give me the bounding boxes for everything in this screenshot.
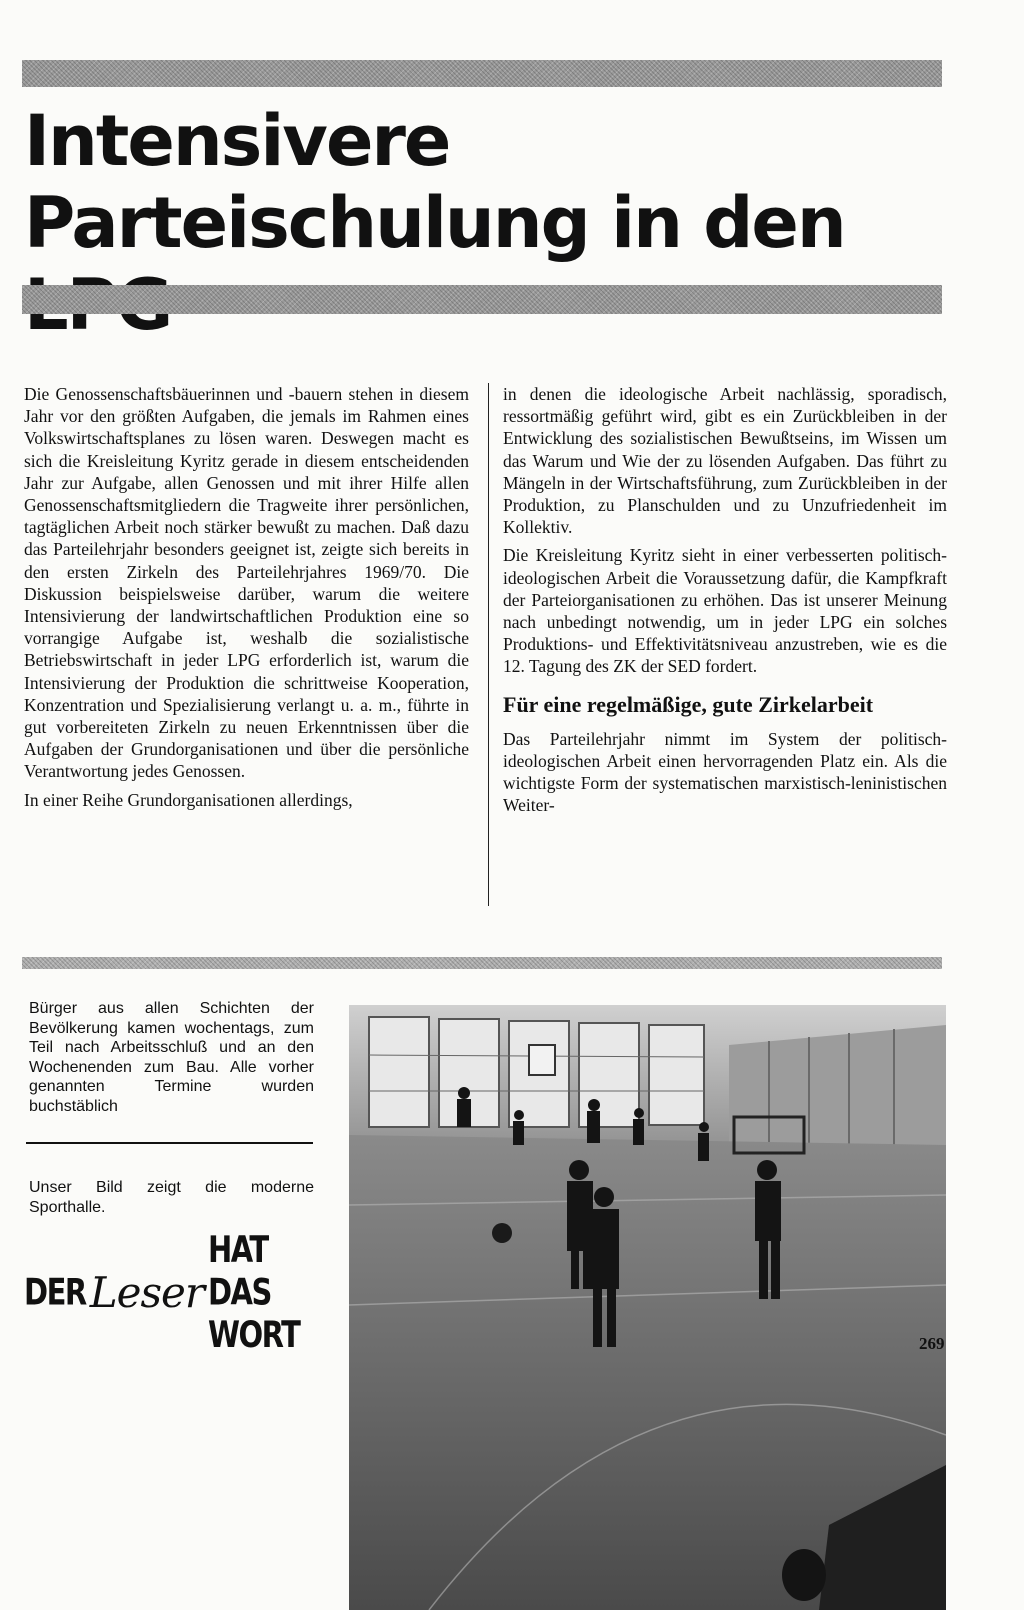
paragraph: Das Parteilehrjahr nimmt im System der politisch-ideologischen Arbeit einen hervorragenden Platz ein. Als die wichtigste Form der systematischen marxistisch-leninistischen Weiter- [503,728,947,816]
paragraph: Die Genossenschaftsbäuerinnen und -bauern stehen in diesem Jahr vor den größten Aufgaben, die jemals im Rahmen eines Volkswirtschaftsplanes zu lösen waren. Deswegen macht es sich die Kreisleitung Kyritz gerade in diesem entscheidenden Jahr zur Aufgabe, allen Genossen und mit ihrer Hilfe allen Genossenschaftsmitgliedern die Tragweite ihrer persönlichen, tagtäglichen Arbeit noch stärker bewußt zu machen. Daß dazu das Parteilehrjahr besonders geeignet ist, zeigte sich bereits in den ersten Zirkeln des Parteilehrjahres 1969/70. Die Diskussion beispielsweise darüber, warum die weitere Intensivierung der landwirtschaftlichen Produktion eine so vorrangige Aufgabe ist, weshalb die sozialistische Betriebswirtschaft in jeder LPG erforderlich ist, warum die Intensivierung der Produktion die schrittweise Kooperation, Konzentration und Spezialisierung verlangt u. a. m., führte in gut vorbereiteten Zirkeln zu neuen Erkenntnissen über die Aufgaben der Grundorganisationen und über die persönliche Verantwortung jedes Genossen. [24,384,469,782]
decorative-bar-top [22,60,942,87]
section-subheading: Für eine regelmäßige, gute Zirkelarbeit [503,691,874,717]
logo-words-hat-das-wort: HAT DAS WORT [207,1228,300,1356]
column-divider [488,383,489,906]
article-column-left [24,383,469,817]
sports-hall-photo [349,1005,946,1610]
headline-line-1: Intensivere [24,100,450,182]
decorative-bar-middle [22,285,942,314]
caption-divider [26,1142,313,1144]
paragraph: Die Kreisleitung Kyritz sieht in einer verbesserten politisch-ideologischen Arbeit die Voraussetzung dafür, die Kampfkraft der Parteiorganisationen zu erhöhen. Das ist unserer Meinung nach unbedingt notwendig, um in jeder LPG ein solches Produktions- und Effektivitätsniveau anzustreben, wie es die 12. Tagung des ZK der SED fordert. [503,545,947,677]
article-column-right [503,383,947,822]
logo-word-leser: Leser [89,1267,204,1317]
reader-column-logo [24,1228,314,1356]
decorative-bar-bottom [22,957,942,969]
sports-hall-photo-icon [349,1005,946,1610]
photo-caption: Unser Bild zeigt die moderne Sporthalle. [29,1179,314,1216]
logo-word-der: DER [24,1270,86,1314]
paragraph: In einer Reihe Grundorganisationen allerdings, [24,789,353,810]
headline-line-2: Parteischulung in den [24,182,845,264]
page-number: 269 [919,1334,945,1353]
paragraph: in denen die ideologische Arbeit nachlässig, sporadisch, ressortmäßig geführt wird, gibt es ein Zurückbleiben in der Entwicklung des sozialistischen Bewußtseins, im Wissen um das Warum und Wie der zu lösenden Aufgaben. Das führt zu Mängeln in der Wirtschaftsführung, zum Zurückbleiben in der Produktion, zu Planschulden und zu Unzufriedenheit im Kollektiv. [503,384,947,538]
photo-caption-text: Bürger aus allen Schichten der Bevölkerung kamen wochentags, zum Teil nach Arbeitsschluß und an den Wochenenden zum Bau. Alle vorher genannten Termine wurden buchstäblich [29,1000,314,1115]
